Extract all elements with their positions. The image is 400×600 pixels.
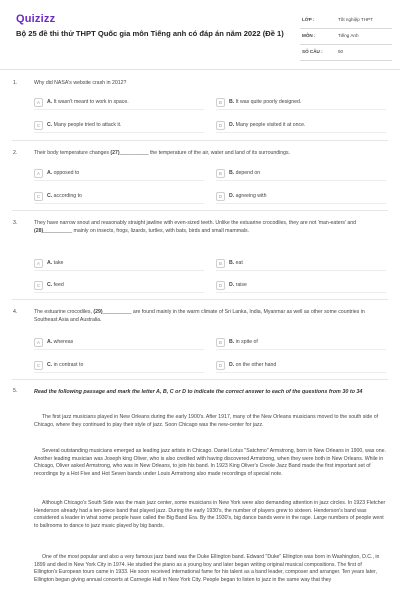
option-letter-box: D	[216, 281, 225, 290]
blank-number: (28)	[34, 227, 44, 234]
meta-label: MÔN :	[302, 33, 316, 38]
option-text: C. feed	[47, 282, 64, 288]
option-text: B. eat	[229, 260, 243, 266]
option-text: D. on the other hand	[229, 362, 277, 368]
option-letter-box: A	[34, 169, 43, 178]
option-a[interactable]	[34, 97, 204, 110]
option-a[interactable]	[34, 258, 204, 271]
option-letter-box: C	[34, 121, 43, 130]
option-c[interactable]	[34, 280, 204, 293]
option-b[interactable]	[216, 168, 386, 181]
option-letter-box: B	[216, 338, 225, 347]
option-text: A. whereas	[47, 339, 74, 345]
question-number: 3.	[13, 220, 18, 226]
quizizz-logo: Quizizz	[16, 13, 56, 25]
meta-value: Tiếng Anh	[338, 33, 359, 38]
option-c[interactable]	[34, 360, 204, 373]
question-number: 4.	[13, 309, 18, 315]
option-letter-box: C	[34, 281, 43, 290]
option-b[interactable]	[216, 97, 386, 110]
question-stem: They have narrow snout and reasonably straight jawline with even-sized teeth. Unlike the estuarine crocodiles, they are not 'man-eaters' and (28)__________ mainly on insects, frogs, lizards, turtles, with bats, birds and small mammals.	[34, 220, 357, 234]
meta-label: LỚP :	[302, 17, 315, 22]
option-text: D. Many people visited it at once.	[229, 122, 306, 128]
meta-value: Tốt nghiệp THPT	[338, 17, 373, 22]
question-stem: Why did NASA's website crash in 2012?	[34, 80, 127, 86]
metadata-table	[300, 13, 392, 61]
option-d[interactable]	[216, 120, 386, 133]
question-number: 5.	[13, 388, 18, 394]
passage-paragraph: The first jazz musicians played in New Orleans during the early 1900's. After 1917, many of the New Orleans musicians moved to the south side of Chicago, where they continued to play their style of jazz. Soon Chicago was the new-center for jazz.	[34, 414, 379, 428]
option-letter-box: C	[34, 192, 43, 201]
question-divider	[12, 379, 388, 380]
option-b[interactable]	[216, 337, 386, 350]
document-title: Bộ 25 đề thi thử THPT Quốc gia môn Tiếng anh có đáp án năm 2022 (Đề 1)	[16, 29, 284, 38]
option-c[interactable]	[34, 120, 204, 133]
question-divider	[12, 210, 388, 211]
option-text: A. It wasn't meant to work in space.	[47, 99, 129, 105]
option-letter-box: A	[34, 338, 43, 347]
option-c[interactable]	[34, 191, 204, 204]
option-letter-box: A	[34, 98, 43, 107]
question-number: 2.	[13, 150, 18, 156]
option-text: B. in spite of	[229, 339, 258, 345]
option-letter-box: A	[34, 259, 43, 268]
option-b[interactable]	[216, 258, 386, 271]
option-d[interactable]	[216, 191, 386, 204]
option-letter-box: B	[216, 169, 225, 178]
option-letter-box: D	[216, 361, 225, 370]
option-letter-box: B	[216, 259, 225, 268]
blank-number: (29)	[93, 309, 103, 315]
option-letter-box: D	[216, 192, 225, 201]
option-letter-box: D	[216, 121, 225, 130]
option-d[interactable]	[216, 280, 386, 293]
meta-row-question-count	[300, 45, 392, 61]
meta-row-class	[300, 13, 392, 29]
passage-paragraph: Although Chicago's South Side was the main jazz center, some musicians in New York were also demanding attention in jazz circles. In 1923 Fletcher Henderson already had a ten-piece band that played jazz. During the early 1930's, the number of players grew to sixteen. Henderson's band was considered a leader in what some people have called the Big Band Era. By the 1930's, big dance bands were in the rage. Large numbers of people went to ballrooms to dance to jazz music played by big bands.	[34, 500, 386, 529]
option-d[interactable]	[216, 360, 386, 373]
option-a[interactable]	[34, 337, 204, 350]
header-divider	[0, 69, 400, 70]
question-divider	[12, 140, 388, 141]
passage-paragraph: One of the most popular and also a very famous jazz band was the Duke Ellington band. Edward "Duke" Ellington was born in Washington, D.C., in 1899 and died in New York City in 1974. He studied the piano as a young boy and later began writing original musical compositions. The first of Ellington's European tours came in 1933. He soon received international fame for his talent as a band leader, composer and arranger. Ten years later, Ellington began giving annual concerts at Carnegie Hall in New York City. People began to listen to jazz in the same way that they	[34, 554, 380, 583]
option-text: C. in contrast to	[47, 362, 84, 368]
option-text: A. take	[47, 260, 64, 266]
passage-paragraph: Several outstanding musicians emerged as leading jazz artists in Chicago. Daniel Lotus "Satchmo" Armstrong, born in New Orleans in 1900, was one. Another leading musician was Joseph king Oliver, who is also credited with having discovered Armstrong, when they were both in New Orleans. While in Chicago, Oliver asked Armstrong, who was in New Orleans, to join his band. In 1923 King Oliver's Creole Jazz Band made the first important set of recordings by a Hot Five and Hot Seven bands under Louis Armstrong also made recordings of special note.	[34, 448, 386, 477]
document-header	[0, 0, 400, 70]
option-text: C. Many people tried to attack it.	[47, 122, 122, 128]
option-text: D. raise	[229, 282, 247, 288]
option-text: A. opposed to	[47, 170, 80, 176]
blank-number: (27)	[110, 150, 120, 156]
option-text: B. depend on	[229, 170, 261, 176]
option-text: B. It was quite poorly designed.	[229, 99, 302, 105]
option-a[interactable]	[34, 168, 204, 181]
meta-row-subject	[300, 29, 392, 45]
option-text: C. according to	[47, 193, 82, 199]
option-text: D. agreeing with	[229, 193, 267, 199]
option-letter-box: C	[34, 361, 43, 370]
question-stem: Their body temperature changes (27)__________ the temperature of the air, water and land of its surroundings.	[34, 150, 291, 156]
option-letter-box: B	[216, 98, 225, 107]
question-number: 1.	[13, 80, 18, 86]
question-divider	[12, 299, 388, 300]
meta-value: 50	[338, 49, 344, 54]
reading-instruction: Read the following passage and mark the letter A, B, C or D to indicate the correct answer to each of the questions from 30 to 34	[34, 389, 363, 395]
meta-label: SỐ CÂU :	[302, 49, 323, 54]
question-stem: The estuarine crocodiles, (29)__________ are found mainly in the warm climate of Sri Lanka, India, Myanmar as well as other some countries in Southeast Asia and Australia.	[34, 309, 365, 323]
